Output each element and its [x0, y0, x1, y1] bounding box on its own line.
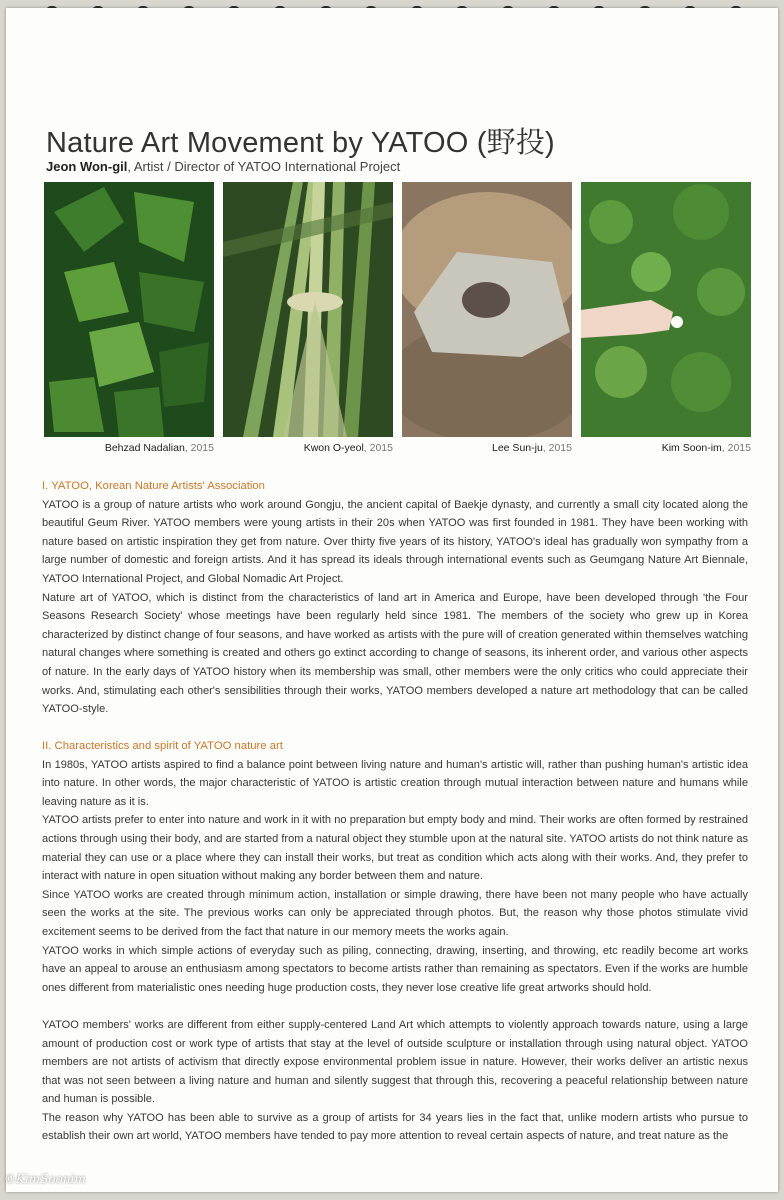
- paragraph: Nature art of YATOO, which is distinct from the characteristics of land art in America and Europe, have been developed through 'the Four Seasons Research Society' whose meetings have been regularly held since 1981. The members of the society who grew up in Korea characterized by distinct change of four seasons, and have worked as artists with the pure will of creation generated within themselves watching natural changes where something is created and others go extinct according to change of seasons, its inherent order, and various other aspects of nature. In the early days of YATOO history when its membership was small, other members were the only critics who could appreciate their works. And, stimulating each other's sensibilities through their works, YATOO members developed a nature art methodology that can be called YATOO-style.: [42, 591, 748, 716]
- section-2: [42, 737, 748, 1146]
- photo-caption: Behzad Nadalian, 2015: [104, 442, 214, 454]
- author-line: [46, 159, 400, 174]
- author-name: Jeon Won-gil: [46, 159, 128, 174]
- photo-behzad-nadalian: [44, 182, 214, 437]
- paragraph: Since YATOO works are created through minimum action, installation or simple drawing, there have been not many people who have actually seen the works at the site. The previous works can only be appreciated through photos. But, the reason why those photos stimulate vivid excitement seems to be derived from the fact that nature in our memory meets the works again.: [42, 888, 748, 938]
- paragraph: YATOO artists prefer to enter into nature and work in it with no preparation but empty body and mind. Their works are often formed by restrained actions through using their body, and are started from a natural object they stumble upon at the natural site. YATOO artists do not think nature as material they can use or a place where they can install their works, but treat as condition which acts along with their works. And, they prefer to interact with nature in open situation without making any border between them and nature.: [42, 814, 748, 883]
- photo-caption: Kim Soon-im, 2015: [661, 442, 751, 454]
- paragraph: In 1980s, YATOO artists aspired to find a balance point between living nature and human's artistic will, rather than pushing human's artistic idea into nature. In other words, the major characteristic of YATOO is artistic creation through mutual interaction between nature and humans while leaving nature as it is.: [42, 758, 748, 808]
- author-role: , Artist / Director of YATOO International Project: [127, 159, 401, 174]
- photo-caption: Kwon O-yeol, 2015: [303, 442, 393, 454]
- paragraph: YATOO members' works are different from either supply-centered Land Art which attempts to violently approach towards nature, using a large amount of production cost or work type of artists that stay at the level of outside sculpture or installation through using natural object. YATOO members are not artists of activism that directly expose environmental problem issue in nature. However, their works deliver an artistic nexus that was not seen between a living nature and human and silently suggest that through this, recovering a peaceful relationship between nature and human is possible.: [42, 1018, 748, 1106]
- page-title: Nature Art Movement by YATOO (野投): [46, 127, 555, 159]
- section-heading: I. YATOO, Korean Nature Artists' Association: [42, 480, 265, 492]
- paragraph: YATOO is a group of nature artists who work around Gongju, the ancient capital of Baekje dynasty, and currently a small city located along the beautiful Geum River. YATOO members were young artists in their 20s when YATOO was first founded in 1981. They have been working with nature based on artistic inspiration they get from nature. Over thirty five years of its history, YATOO's ideal has gradually won sympathy from a large number of domestic and foreign artists. And it has spread its ideals through international events such as Geumgang Nature Art Biennale, YATOO International Project, and Global Nomadic Art Project.: [42, 498, 748, 585]
- section-1: [42, 477, 748, 719]
- photo-credit-watermark: ©KimSoonim: [4, 1172, 86, 1186]
- notebook-page: [6, 8, 778, 1192]
- photo-kwon-o-yeol: [223, 182, 393, 437]
- photo-caption: Lee Sun-ju, 2015: [492, 442, 572, 454]
- paragraph: The reason why YATOO has been able to survive as a group of artists for 34 years lies in the fact that, unlike modern artists who pursue to establish their own art world, YATOO members have tended to pay more attention to reveal certain aspects of nature, and treat nature as the: [42, 1111, 748, 1143]
- photo-kim-soon-im: [581, 182, 751, 437]
- photo-lee-sun-ju: [402, 182, 572, 437]
- paragraph: YATOO works in which simple actions of everyday such as piling, connecting, drawing, inserting, and throwing, etc readily become art works have an appeal to arouse an enthusiasm among spectators to become artists rather than remaining as spectators. Even if the works are humble ones different from materialistic ones needing huge production costs, they never lose creative life great artworks should hold.: [42, 944, 748, 994]
- section-heading: II. Characteristics and spirit of YATOO nature art: [42, 740, 283, 752]
